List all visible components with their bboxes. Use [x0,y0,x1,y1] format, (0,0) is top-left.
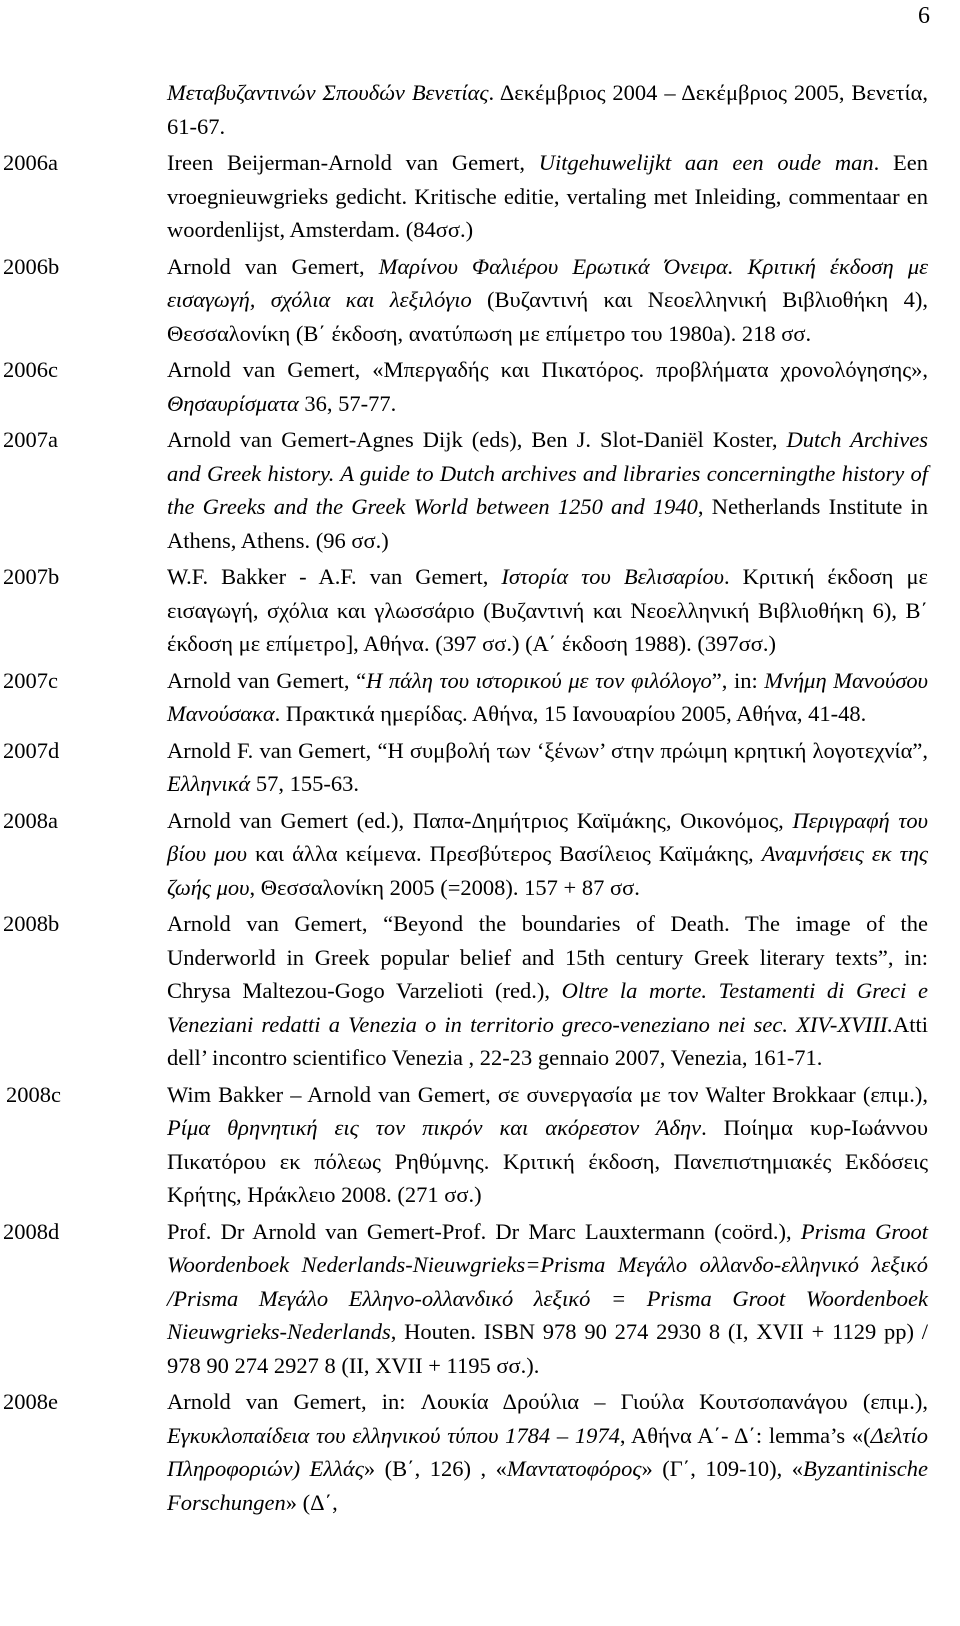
entry-text-run: , Houten. ISBN 978 90 274 2930 8 (I, XVII + 1129 pp) / 978 90 274 2927 8 (II, XVII + 1195 σσ.). [167,1319,928,1378]
entry-text [167,146,928,247]
entry-title-italic: Byzantinische Forschungen [167,1456,928,1515]
entry-text [167,423,928,557]
entry-text-run: » (Γ΄, 109-10), « [641,1456,804,1481]
bibliography-entry [0,907,960,1075]
entry-text-run: Wim Bakker – Arnold van Gemert, σε συνεργασία με τον Walter Brokkaar (επιμ.), [167,1081,928,1107]
entry-text-run: 36, 57-77. [298,390,397,416]
bibliography-entry [0,1215,960,1383]
bibliography-entry [0,1385,960,1519]
entry-year: 2006b [3,253,60,279]
entry-text-run: » (Δ΄, [285,1489,338,1515]
entry-year: 2006c [3,357,58,382]
entry-text-run: 57, 155-63. [250,771,359,796]
entry-text-run: , Θεσσαλονίκη 2005 (=2008). 157 + 87 σσ. [249,874,640,900]
bibliography-entry [0,1078,960,1212]
entry-text-run: . Een vroegnieuwgrieks gedicht. Kritische editie, vertaling met Inleiding, commentaar en woordenlijst, Amsterdam. (84σσ.) [167,150,928,242]
entry-text-run: Arnold F. van Gemert, “Η συμβολή των ‘ξένων’ στην πρώιμη κρητική λογοτεχνία”, [167,737,928,763]
entry-title-italic: Εγκυκλοπαίδεια του ελληνικού τύπου 1784 – 1974 [167,1422,620,1448]
entry-title-italic: Μεταβυζαντινών Σπουδών Βενετίας [167,80,489,105]
bibliography-list [0,76,960,1522]
entry-title-italic: Δελτίο Πληροφοριών) Ελλάς [167,1422,928,1481]
bibliography-entry [0,734,960,801]
entry-text-run: (Βυζαντινή και Νεοελληνική Βιβλιοθήκη 4), Θεσσαλονίκη (Β΄ έκδοση, ανατύπωση με επίμετρο του 1980a). 218 σσ. [167,287,929,346]
entry-text-run: . Ποίημα κυρ-Ιωάννου Πικατόρου εκ πόλεως Ρηθύμνης. Κριτική έκδοση, Πανεπιστημιακές Εκδόσεις Κρήτης, Ηράκλειο 2008. (271 σσ.) [167,1115,928,1207]
bibliography-entry [0,423,960,557]
entry-year: 2008b [3,911,60,936]
entry-year: 2008a [3,807,58,833]
entry-text [167,1215,928,1383]
entry-title-italic: Θησαυρίσματα [167,390,299,416]
entry-text [167,1078,928,1212]
entry-title-italic: Prisma Groot Woordenboek Nederlands-Nieuwgrieks=Prisma Μεγάλο ολλανδο-ελληνικό λεξικό /Prisma Μεγάλο Ελληνο-ολλανδικό λεξικό = Prisma Groot Woordenboek Nieuwgrieks-Nederlands [167,1218,928,1344]
entry-title-italic: Oltre la morte. Testamenti di Greci e Veneziani redatti a Venezia o in territorio greco-veneziano nei sec. XIV-XVIII. [167,978,928,1037]
entry-text-run: Arnold van Gemert-Agnes Dijk (eds), Ben J. Slot-Daniël Koster, [167,427,787,452]
entry-text-run: » (Β΄, 126) , « [363,1456,507,1481]
entry-title-italic: Αναμνήσεις εκ της ζωής μου [167,841,928,900]
entry-title-italic: Ιστορία του Βελισαρίου [501,564,724,589]
entry-text-run: Arnold van Gemert (ed.), Παπα-Δημήτριος Καϊμάκης, Οικονόμος, [167,807,793,833]
entry-year: 2007c [3,667,58,693]
entry-text [167,250,928,351]
entry-text-run: . Κριτική έκδοση με εισαγωγή, σχόλια και γλωσσάριο (Βυζαντινή και Νεοελληνική Βιβλιοθήκη 6), Β΄ έκδοση με επίμετρο], Αθήνα. (397 σσ.) (Α΄ έκδοση 1988). (397σσ.) [167,564,928,656]
entry-title-italic: Ρίμα θρηνητική εις τον πικρόν και ακόρεστον Άδην [167,1115,702,1140]
entry-year: 2008e [3,1389,58,1414]
entry-text [167,804,928,905]
bibliography-entry [0,664,960,731]
entry-text-run: και άλλα κείμενα. Πρεσβύτερος Βασίλειος Καϊμάκης, [247,841,762,866]
entry-text-run: , Netherlands Institute in Athens, Athens. (96 σσ.) [167,494,928,553]
entry-text-run: Prof. Dr Arnold van Gemert-Prof. Dr Marc Lauxtermann (coörd.), [167,1218,801,1244]
entry-text-run: . Δεκέμβριος 2004 – Δεκέμβριος 2005, Βενετία, 61-67. [167,80,928,139]
entry-title-italic: Μνήμη Μανούσου Μανούσακα [167,667,928,726]
entry-title-italic: Η πάλη του ιστορικού με τον φιλόλογο [366,667,712,693]
entry-text-run: Arnold van Gemert, “ [167,667,367,693]
entry-text-run: Arnold van Gemert, “Beyond the boundaries of Death. The image of the Underworld in Greek popular belief and 15th century Greek literary texts”, in: Chrysa Maltezou-Gogo Varzelioti (red.), [167,911,928,1003]
entry-text [167,1385,928,1519]
entry-text-run: . Πρακτικά ημερίδας. Αθήνα, 15 Ιανουαρίου 2005, Αθήνα, 41-48. [274,701,867,726]
entry-text [167,353,928,420]
entry-title-italic: Ελληνικά [167,771,251,796]
entry-text [167,907,928,1075]
entry-title-italic: Dutch Archives and Greek history. A guide to Dutch archives and libraries concerningthe history of the Greeks and the Greek World between 1250 and 1940 [167,427,928,519]
entry-text-run: , Αθήνα Α΄- Δ΄: lemma’s «( [619,1422,871,1448]
bibliography-entry [0,250,960,351]
entry-year: 2007b [3,564,60,589]
entry-title-italic: Μαντατοφόρος [506,1456,642,1481]
entry-year: 2008c [6,1081,61,1107]
entry-text [167,734,928,801]
entry-text-run: Arnold van Gemert, [167,253,379,279]
entry-title-italic: Μαρίνου Φαλιέρου Ερωτικά Όνειρα. Κριτική έκδοση με εισαγωγή, σχόλια και λεξιλόγιο [167,253,928,312]
entry-text [167,76,928,143]
entry-title-italic: Περιγραφή του βίου μου [167,807,928,866]
entry-year: 2006a [3,150,58,175]
entry-year: 2007d [3,737,60,763]
entry-text-run: Ireen Beijerman-Arnold van Gemert, [167,150,539,175]
bibliography-entry [0,560,960,661]
entry-text [167,560,928,661]
entry-text [167,664,928,731]
entry-year: 2008d [3,1218,60,1244]
page-number: 6 [918,3,930,29]
entry-text-run: W.F. Bakker - A.F. van Gemert, [167,564,502,589]
bibliography-entry [0,76,960,143]
entry-text-run: Arnold van Gemert, «Μπεργαδής και Πικατόρος. προβλήματα χρονολόγησης», [167,357,928,382]
bibliography-entry [0,353,960,420]
entry-year: 2007a [3,427,58,452]
bibliography-entry [0,146,960,247]
entry-text-run: ”, in: [711,667,765,693]
bibliography-entry [0,804,960,905]
entry-text-run: Arnold van Gemert, in: Λουκία Δρούλια – Γιούλα Κουτσοπανάγου (επιμ.), [167,1389,928,1414]
entry-text-run: Atti dell’ incontro scientifico Venezia , 22-23 gennaio 2007, Venezia, 161-71. [167,1011,928,1070]
entry-title-italic: Uitgehuwelijkt aan een oude man [538,150,874,175]
